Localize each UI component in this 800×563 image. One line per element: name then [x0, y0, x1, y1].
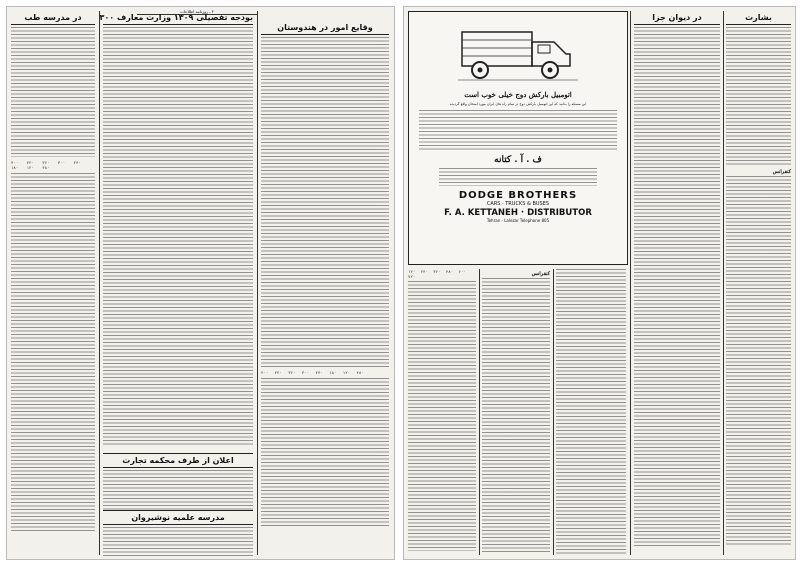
- figures-table: ۱۲۰ ۲۴۰ ۳۶۰ ۴۸۰ ۶۰۰ ۷۲۰: [408, 269, 466, 279]
- ad-body-text: [419, 110, 617, 152]
- ad-products: CARS · TRUCKS & BUSES: [486, 200, 550, 207]
- article-text: [726, 27, 791, 167]
- ad-address: Tehran - Lalezar Telephone 805: [486, 217, 550, 223]
- notice-text: [103, 470, 253, 510]
- article-text: [634, 27, 720, 547]
- notice-heading: اعلان از طرف محکمه تجارت: [103, 453, 253, 468]
- article-text: [11, 173, 95, 533]
- ad-body: این مسئله را بدانید که این اتومبیل بارکش دوج در تمام راه های ایران مورد امتحان واقع گردیده: [449, 102, 587, 106]
- column-heading: بشارت: [726, 11, 791, 25]
- column-india: [261, 11, 389, 555]
- article-text: [556, 269, 626, 554]
- ad-branches: [439, 168, 597, 186]
- column-heading: بودجه تفصیلی ۱۳۰۹ وزارت معارف ۳۰۰: [103, 11, 253, 25]
- notice-text: [103, 527, 253, 557]
- figures-table: ۴۰۰ ۴۲۰ ۳۶۰ ۳۰۰ ۲۴۰ ۱۸۰ ۱۲۰ ۴۸۰: [261, 370, 364, 375]
- column-criminal-court: [634, 11, 720, 555]
- article-text: [482, 278, 550, 553]
- ad-brand: DODGE BROTHERS: [458, 189, 578, 201]
- ad-headline: اتومبیل بارکش دوج خیلی خوب است: [464, 90, 572, 99]
- article-text: [261, 378, 389, 528]
- newspaper-page-left: [6, 6, 395, 560]
- column-medical-school: [11, 11, 95, 555]
- truck-illustration: [458, 18, 578, 88]
- newspaper-page-right: [403, 6, 796, 560]
- column-news-c: [556, 269, 626, 555]
- column-budget: [99, 11, 253, 555]
- section-heading: کنفرانس: [531, 271, 550, 277]
- column-news-a: [408, 269, 476, 555]
- column-news-b: [482, 269, 550, 555]
- article-text: [408, 281, 476, 551]
- price-table: ۴۰۰ ۴۲۰ ۳۶۰ ۳۰۰ ۲۴۰ ۱۸۰ ۱۲۰ ۴۸۰: [11, 160, 81, 170]
- article-text: [11, 27, 95, 157]
- budget-table: [103, 27, 253, 447]
- article-text: [726, 176, 791, 546]
- section-heading: کنفرانس: [772, 169, 791, 175]
- dodge-brothers-advertisement: [408, 11, 628, 265]
- ad-distributor: F. A. KETTANEH · DISTRIBUTOR: [444, 207, 592, 218]
- column-heading: در دیوان جزا: [634, 11, 720, 25]
- running-head: ۳ ـ روزنامه اطلاعات: [137, 9, 257, 15]
- notice-heading: مدرسه علمیه نوشیروان: [103, 510, 253, 525]
- ad-agent: ف . آ . کتانه: [494, 154, 542, 165]
- column-heading: در مدرسه طب: [11, 11, 95, 25]
- column-notices: [726, 11, 791, 555]
- column-heading: وقایع امور در هندوستان: [261, 21, 389, 35]
- article-text: [261, 37, 389, 367]
